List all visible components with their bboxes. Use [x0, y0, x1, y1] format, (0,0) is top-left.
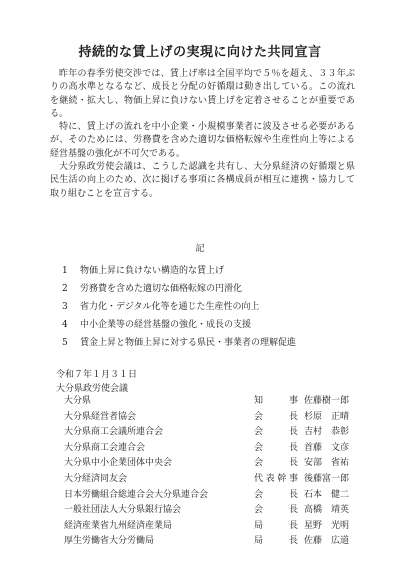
signatory-list — [64, 395, 364, 551]
signatory-org: 大分経済同友会 — [64, 473, 128, 484]
paragraph-3: 大分県政労使会議は、こうした認識を共有し、大分県経済の好循環と県民生活の向上のため、次に掲げる事項に各構成員が相互に連携・協力して取り組むことを宣言する。 — [50, 162, 355, 199]
declaration-body — [50, 68, 355, 201]
signatory-row — [64, 442, 364, 458]
signatory-row — [64, 504, 364, 520]
signatory-person: 高橋 靖英 — [304, 505, 350, 516]
page-title: 持続的な賃上げの実現に向けた共同宣言 — [78, 45, 322, 60]
item-text: 省力化・デジタル化等を通じた生産性の向上 — [80, 302, 260, 312]
signatory-role: 会長 — [254, 505, 298, 516]
signatory-person: 星野 光明 — [304, 520, 350, 531]
signatory-row — [64, 535, 364, 551]
signatory-org: 厚生労働省大分労働局 — [64, 536, 155, 547]
signatory-role: 会長 — [254, 442, 298, 453]
list-item — [62, 337, 362, 355]
signatory-person: 後藤富一郎 — [304, 473, 350, 484]
item-number: 2 — [62, 284, 68, 294]
signatory-row — [64, 520, 364, 536]
signatory-role: 代表幹事 — [254, 473, 298, 484]
signatory-org: 大分県中小企業団体中央会 — [64, 458, 173, 469]
signatory-person: 吉村 恭彰 — [304, 427, 350, 438]
signatory-row — [64, 395, 364, 411]
item-list — [62, 265, 362, 355]
signatory-person: 首藤 文彦 — [304, 442, 350, 453]
signatory-person: 佐藤 広道 — [304, 536, 350, 547]
signatory-row — [64, 411, 364, 427]
item-number: 4 — [62, 320, 68, 330]
declaration-date: 令和７年１月３１日 — [56, 370, 138, 380]
signatory-person: 安部 省祐 — [304, 458, 350, 469]
signatory-org: 大分県経営者協会 — [64, 411, 137, 422]
list-item — [62, 301, 362, 319]
signatory-role: 会長 — [254, 411, 298, 422]
signatory-role: 局長 — [254, 536, 298, 547]
signatory-role: 会長 — [254, 458, 298, 469]
signatory-role: 局長 — [254, 520, 298, 531]
signatory-org: 一般社団法人大分県銀行協会 — [64, 505, 182, 516]
signatory-person: 佐藤樹一郎 — [304, 396, 350, 406]
list-item — [62, 283, 362, 301]
signatory-row — [64, 457, 364, 473]
signatory-role: 会長 — [254, 427, 298, 438]
signatory-row — [64, 473, 364, 489]
item-number: 3 — [62, 302, 68, 312]
signatory-role: 知事 — [254, 396, 298, 406]
signatory-org: 大分県 — [64, 396, 92, 406]
signatory-org: 大分県商工会連合会 — [64, 442, 146, 453]
item-text: 中小企業等の経営基盤の強化・成長の支援 — [80, 320, 252, 330]
ki-heading: 記 — [195, 244, 205, 254]
signatory-person: 石本 健二 — [304, 489, 350, 500]
list-item — [62, 265, 362, 283]
council-name: 大分県政労使会議 — [56, 384, 129, 394]
item-text: 労務費を含めた適切な価格転嫁の円滑化 — [80, 284, 243, 294]
paragraph-1: 昨年の春季労使交渉では、賃上げ率は全国平均で５％を超え、３３年ぶりの高水準となるなど、成長と分配の好循環は動き出している。この流れを継続・拡大し、物価上昇に負けない賃上げを定着させることが重要である。 — [50, 69, 355, 119]
signatory-row — [64, 489, 364, 505]
signatory-org: 大分県商工会議所連合会 — [64, 427, 164, 438]
item-text: 物価上昇に負けない構造的な賃上げ — [80, 266, 225, 276]
signatory-role: 会長 — [254, 489, 298, 500]
paragraph-2: 特に、賃上げの流れを中小企業・小規模事業者に波及させる必要があるが、そのためには、労務費を含めた適切な価格転嫁や生産性向上等による経営基盤の強化が不可欠である。 — [50, 122, 355, 159]
item-text: 賃金上昇と物価上昇に対する県民・事業者の理解促進 — [80, 338, 297, 348]
item-number: 5 — [62, 338, 68, 348]
signatory-row — [64, 426, 364, 442]
signatory-org: 経済産業省九州経済産業局 — [64, 520, 173, 531]
item-number: 1 — [62, 266, 68, 276]
list-item — [62, 319, 362, 337]
signatory-person: 杉原 正晴 — [304, 411, 350, 422]
signatory-org: 日本労働組合総連合会大分県連合会 — [64, 489, 209, 500]
